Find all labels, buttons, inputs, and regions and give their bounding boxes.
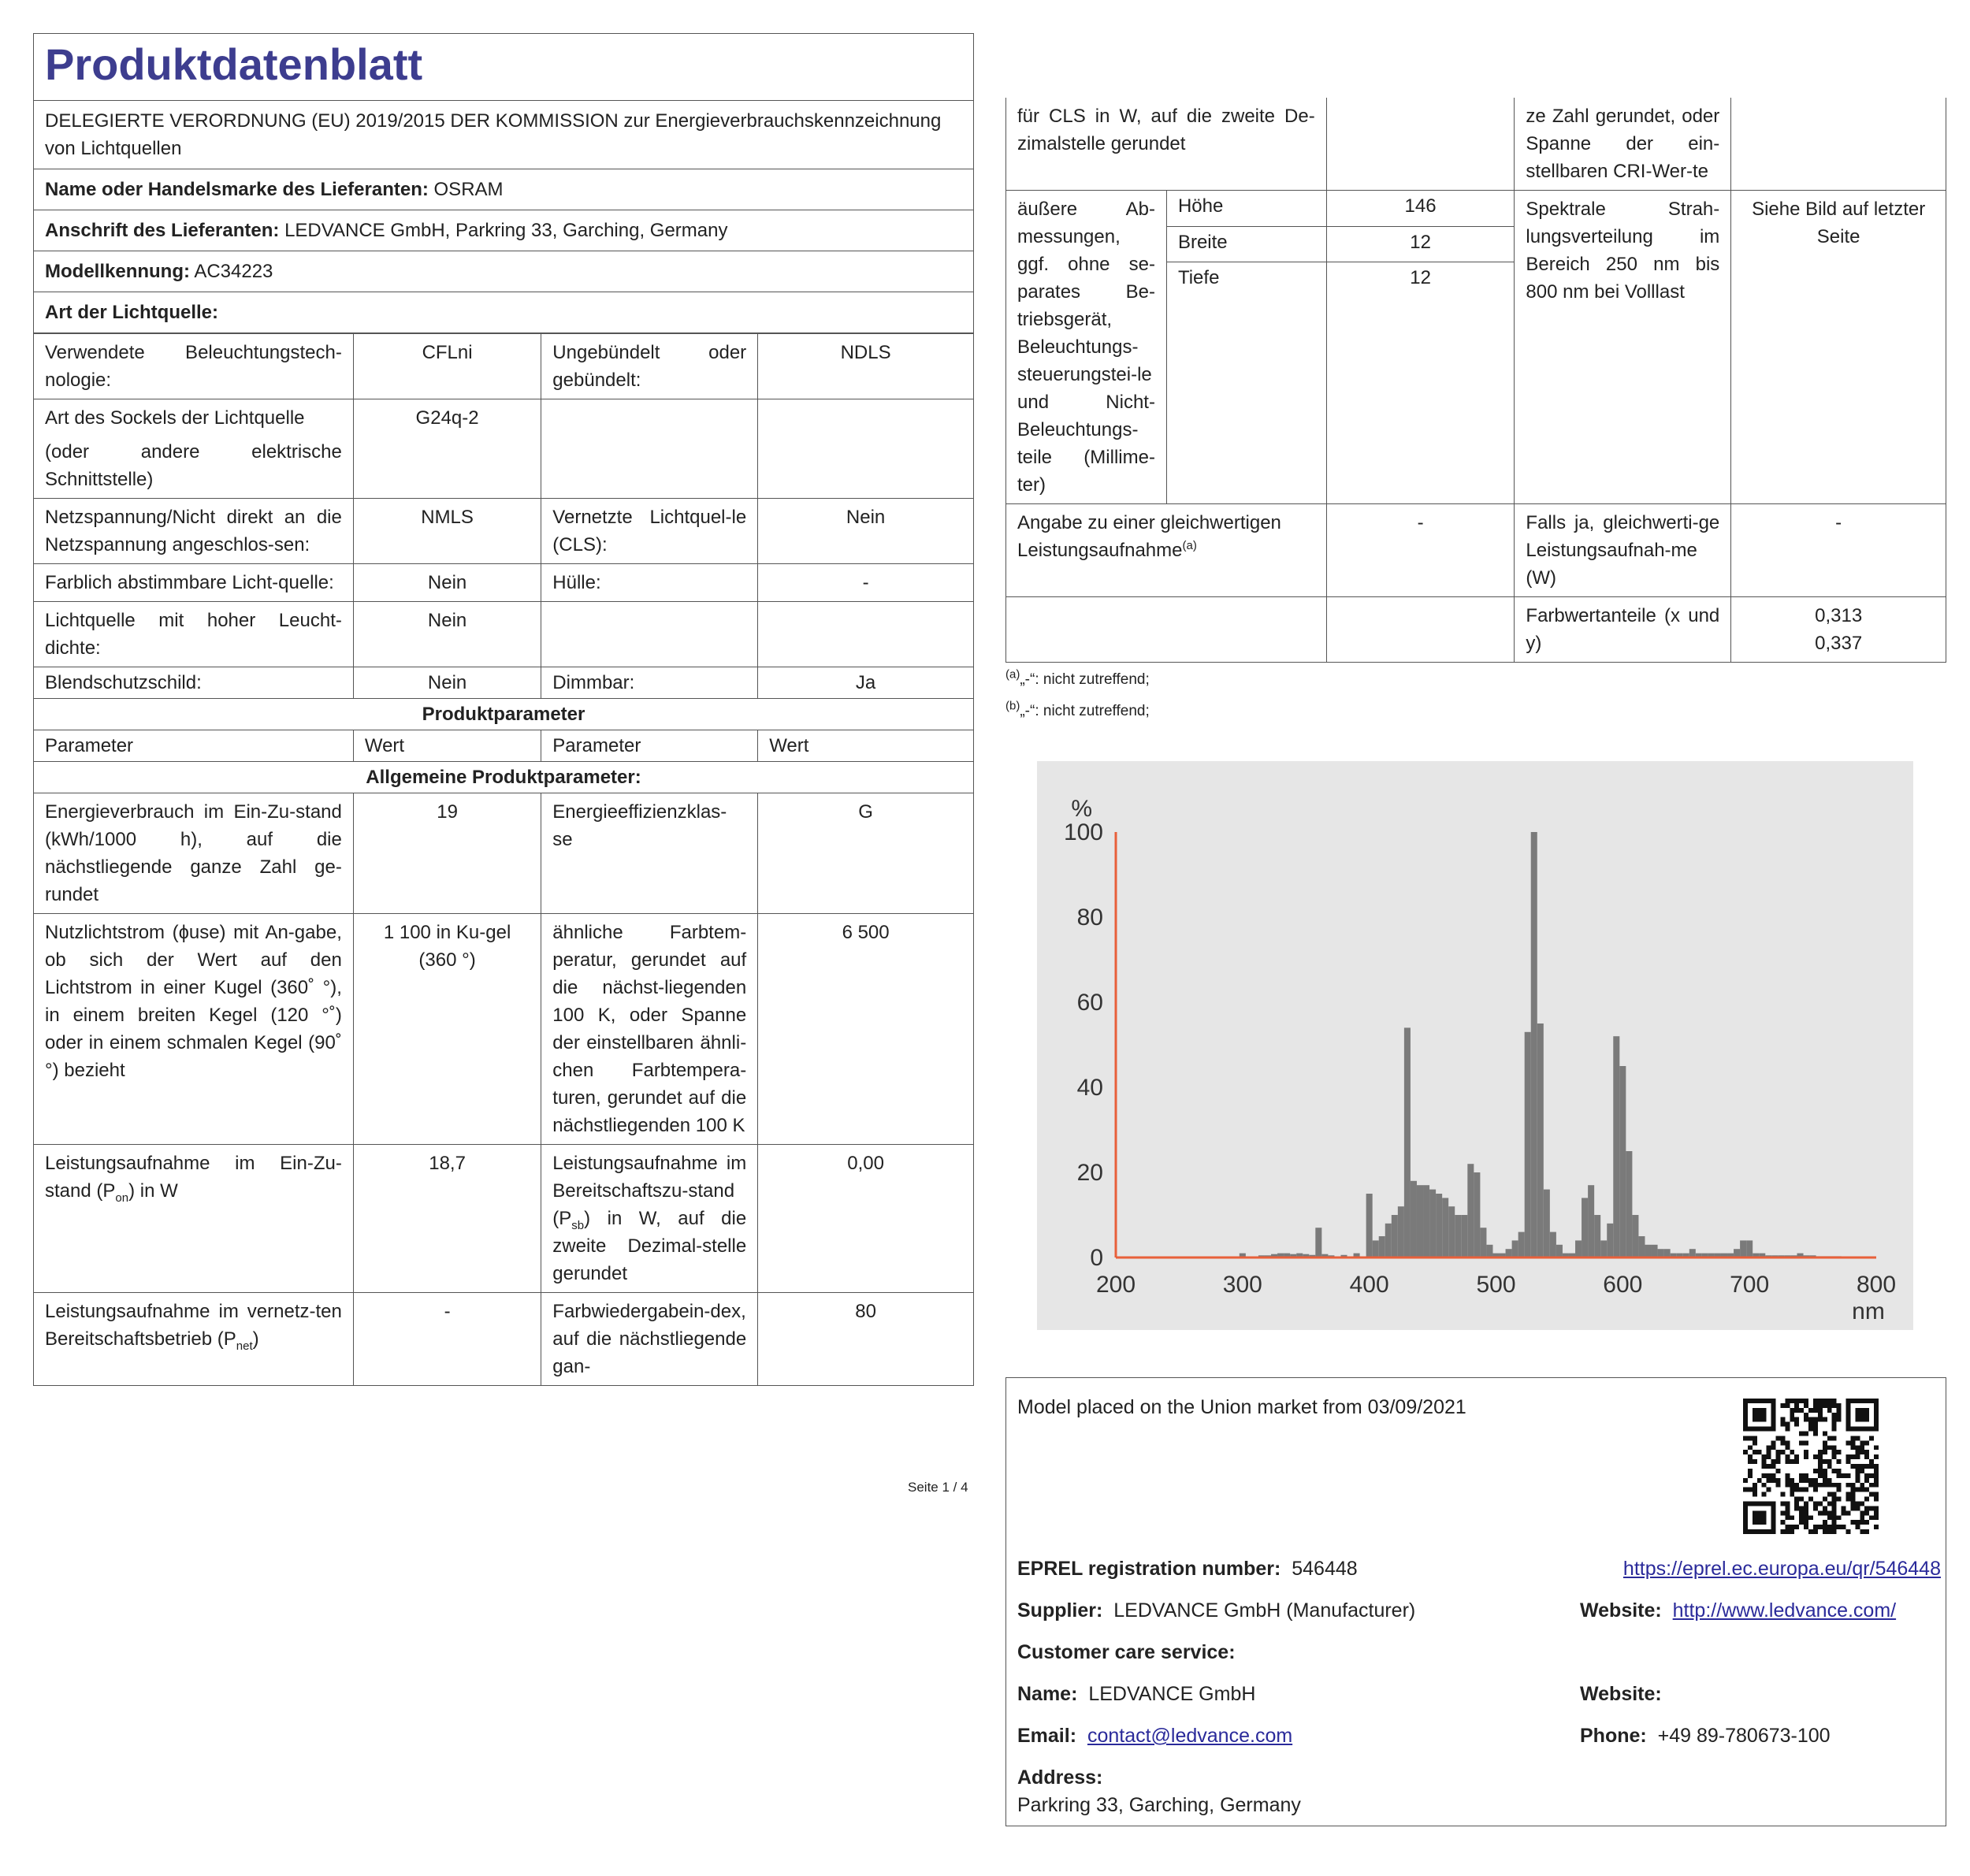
col-header-value: Wert [758,730,973,762]
spectrum-bar [1480,1228,1486,1257]
x-tick-label: 300 [1222,1272,1262,1298]
spectrum-bar [1588,1185,1594,1257]
pon-label-text: Leistungsaufnahme im Ein-Zu-stand (P [45,1153,342,1202]
spectrum-bar [1575,1240,1582,1257]
cap-label [34,399,353,499]
height-label: Höhe [1166,191,1326,227]
glare-value: Nein [353,667,541,699]
spectral-label: Spektrale Strah-lungsverteilung im Bereich 250 nm bis 800 nm bei Volllast [1515,191,1731,504]
pon-label [34,1145,353,1293]
tunable-label: Farblich abstimmbare Licht-quelle: [34,564,353,602]
tech-label: Verwendete Beleuchtungstech-nologie: [34,334,353,399]
spectrum-bar [1474,1172,1480,1257]
y-tick-label: 60 [1076,990,1103,1016]
pnet-label [34,1293,353,1386]
spectrum-bar [1429,1190,1436,1257]
footnote-a [1005,664,1946,696]
y-axis-label: % [1071,796,1092,822]
spectrum-bar [1525,1032,1531,1257]
phone-label: Phone: [1580,1725,1647,1747]
light-source-type-heading: Art der Lichtquelle: [34,292,973,333]
bundled-value: NDLS [758,334,973,399]
if-yes-value: - [1731,504,1946,597]
name-label: Name: [1017,1683,1078,1705]
model-value: AC34223 [194,261,273,282]
chromaticity-y: 0,337 [1815,633,1863,654]
pon-label-unit: ) in W [128,1180,178,1202]
spectrum-bar [1404,1027,1411,1257]
tech-value: CFLni [353,334,541,399]
dimmable-label: Dimmbar: [541,667,758,699]
parameters-table [34,333,973,1385]
spectrum-bar [1417,1185,1423,1257]
website-link[interactable]: http://www.ledvance.com/ [1672,1599,1897,1622]
spectrum-bar [1537,1023,1544,1257]
spectrum-bar [1638,1236,1645,1257]
tunable-value: Nein [353,564,541,602]
equiv-value: - [1326,504,1515,597]
spectrum-bar [1689,1249,1696,1257]
spectrum-bar [1619,1066,1626,1257]
address-row [34,210,973,251]
website2-label: Website: [1580,1683,1662,1705]
table-row [34,762,973,793]
spectrum-bar [1645,1245,1651,1257]
eprel-row [1017,1555,1358,1583]
table-row [34,914,973,1145]
spectrum-bar [1392,1215,1398,1257]
table-row [34,667,973,699]
x-tick-label: 700 [1730,1272,1770,1298]
spectrum-bar [1398,1206,1404,1257]
regulation-text: DELEGIERTE VERORDNUNG (EU) 2019/2015 DER KOMMISSION zur Energieverbrauchskennzeichnung von Lichtquellen [34,101,973,169]
pnet-label-unit: ) [252,1328,259,1350]
flux-value: 1 100 in Ku-gel (360 °) [353,914,541,1145]
supplier-row [34,169,973,210]
empty-cell [758,399,973,499]
y-tick-label: 20 [1076,1160,1103,1186]
dimensions-label: äußere Ab-messungen, ggf. ohne se-parates Be-triebsgerät, Beleuchtungs-steuerungstei-le und Nicht-Beleuchtungs-teile (Millime-ter) [1006,191,1167,504]
pon-value: 18,7 [353,1145,541,1293]
footnote-a-text: „-“: nicht zutreffend; [1020,671,1150,688]
cct-label: ähnliche Farbtem-peratur, gerundet auf die nächst-liegenden 100 K, oder Spanne der einstellbaren ähnli-chen Farbtempera-turen, gerundet auf die nächstliegenden 100 K [541,914,758,1145]
glare-label: Blendschutzschild: [34,667,353,699]
depth-label: Tiefe [1166,262,1326,504]
model-label: Modellkennung: [45,261,190,282]
supplier-info-box [1005,1377,1946,1826]
spectrum-bar [1544,1190,1550,1257]
table-row [34,602,973,667]
spectrum-bar [1632,1215,1638,1257]
table-row [34,1293,973,1386]
spectrum-bar [1442,1198,1448,1257]
spectrum-bar [1531,832,1537,1257]
spectrum-bar [1613,1036,1619,1257]
footnote-b-text: „-“: nicht zutreffend; [1020,703,1150,719]
flux-label: Nutzlichtstrom (ɸuse) mit An-gabe, ob sich der Wert auf den Lichtstrom in einer Kugel (360˚ °), in einem breiten Kegel (120 °˚) oder in einem schmalen Kegel (90˚ °) bezieht [34,914,353,1145]
cri-label: Farbwiedergabein-dex, auf die nächstliegende gan- [541,1293,758,1386]
spectrum-bar [1746,1240,1753,1257]
table-row [34,1145,973,1293]
spectrum-bar [1652,1245,1658,1257]
x-tick-label: 200 [1095,1272,1136,1298]
x-tick-label: 800 [1856,1272,1897,1298]
table-row [1006,191,1946,227]
spectrum-bar [1467,1164,1474,1257]
y-tick-label: 0 [1090,1245,1103,1271]
chromaticity-x: 0,313 [1815,605,1863,626]
empty-cell [758,602,973,667]
address-label: Anschrift des Lieferanten: [45,220,280,241]
spectral-distribution-chart [1037,761,1913,1330]
empty-cell [1326,98,1515,191]
width-label: Breite [1166,226,1326,262]
email-row [1017,1722,1292,1750]
eprel-label: EPREL registration number: [1017,1558,1281,1580]
supplier-row [1017,1597,1415,1625]
spectrum-bar [1423,1185,1429,1257]
spectrum-bar [1436,1194,1442,1257]
name-row [1017,1681,1255,1708]
email-label: Email: [1017,1725,1077,1747]
spectrum-bar [1550,1232,1556,1257]
supplier-value: OSRAM [433,179,504,200]
col-header-value: Wert [353,730,541,762]
continued-table [1005,98,1946,727]
table-row [1006,504,1946,597]
address-label: Address: [1017,1766,1103,1789]
page-number: Seite 1 / 4 [908,1480,968,1495]
spectrum-bar [1658,1249,1664,1257]
market-date: Model placed on the Union market from 03/09/2021 [1017,1396,1466,1418]
name-value: LEDVANCE GmbH [1088,1683,1256,1705]
spectrum-bar [1607,1224,1613,1257]
spectrum-bar [1734,1249,1740,1257]
pnet-label-text: Leistungsaufnahme im vernetz-ten Bereitschaftsbetrieb (P [45,1301,342,1350]
general-params-heading: Allgemeine Produktparameter: [34,762,973,793]
pon-subscript: on [115,1191,129,1205]
product-datasheet-table [33,33,974,1386]
cont-left-text: für CLS in W, auf die zweite De-zimalstelle gerundet [1006,98,1327,191]
cont-right-text: ze Zahl gerundet, oder Spanne der ein-stellbaren CRI-Wer-te [1515,98,1731,191]
address-value: LEDVANCE GmbH, Parkring 33, Garching, Germany [284,220,728,241]
cap-label-line2: (oder andere elektrische Schnittstelle) [45,441,342,490]
footnote-b-mark: (b) [1005,699,1020,713]
supplier-label: Name oder Handelsmarke des Lieferanten: [45,179,429,200]
footnote-a-mark: (a) [1005,667,1020,682]
spectrum-bar [1664,1249,1671,1257]
spectrum-bar [1594,1215,1600,1257]
chart-svg [1037,761,1913,1330]
spectrum-bar [1448,1206,1455,1257]
table-row [1006,597,1946,663]
empty-cell [541,602,758,667]
psb-subscript: sb [571,1218,585,1232]
table-row [34,334,973,399]
empty-cell [1731,98,1946,191]
class-label: Energieeffizienzklas-se [541,793,758,914]
model-row [34,251,973,292]
customer-care-heading: Customer care service: [1017,1641,1236,1663]
table-row [34,399,973,499]
x-axis-label: nm [1852,1298,1885,1324]
spectrum-bar [1600,1240,1607,1257]
equiv-label-text: Angabe zu einer gleichwertigen Leistungsaufnahme [1017,512,1281,561]
envelope-label: Hülle: [541,564,758,602]
x-tick-label: 400 [1349,1272,1389,1298]
col-header-param: Parameter [34,730,353,762]
spectrum-bar [1626,1151,1632,1257]
high-luminance-label: Lichtquelle mit hoher Leucht-dichte: [34,602,353,667]
high-luminance-value: Nein [353,602,541,667]
psb-value: 0,00 [758,1145,973,1293]
cct-value: 6 500 [758,914,973,1145]
energy-label: Energieverbrauch im Ein-Zu-stand (kWh/1000 h), auf die nächstliegende ganze Zahl ge-rundet [34,793,353,914]
chromaticity-label: Farbwertanteile (x und y) [1515,597,1731,663]
footnote-b [1005,696,1946,727]
empty-cell [1326,597,1515,663]
spectral-value: Siehe Bild auf letzter Seite [1731,191,1946,504]
table-row [34,499,973,564]
website-label: Website: [1580,1599,1662,1622]
table-row [34,730,973,762]
pnet-value: - [353,1293,541,1386]
y-tick-label: 100 [1063,819,1103,845]
spectrum-bar [1379,1236,1385,1257]
col-header-param: Parameter [541,730,758,762]
y-tick-label: 40 [1076,1075,1103,1101]
continued-parameters-table [1005,98,1946,663]
page-title: Produktdatenblatt [34,34,973,101]
table-row [34,699,973,730]
address-value: Parkring 33, Garching, Germany [1017,1794,1301,1816]
empty-cell [541,399,758,499]
spectrum-bar [1506,1249,1512,1257]
spectrum-bar [1455,1215,1461,1257]
spectrum-bar [1518,1232,1525,1257]
equiv-footnote-mark: (a) [1182,539,1197,552]
envelope-value: - [758,564,973,602]
phone-value: +49 89-780673-100 [1657,1725,1831,1747]
connected-label: Vernetzte Lichtquel-le (CLS): [541,499,758,564]
psb-label-text: Leistungsaufnahme im Bereitschaftszu-stand (P [552,1153,747,1229]
x-tick-label: 500 [1476,1272,1516,1298]
spectrum-bar [1385,1224,1392,1257]
depth-value: 12 [1326,262,1515,504]
cri-value: 80 [758,1293,973,1386]
supplier-value: LEDVANCE GmbH (Manufacturer) [1113,1599,1416,1622]
spectrum-bar [1366,1194,1373,1257]
if-yes-label: Falls ja, gleichwerti-ge Leistungsaufnah-me (W) [1515,504,1731,597]
spectrum-bar [1411,1181,1417,1257]
spectrum-bar [1373,1240,1379,1257]
qr-code-icon[interactable] [1743,1399,1879,1534]
table-row [34,564,973,602]
energy-value: 19 [353,793,541,914]
equiv-label [1006,504,1327,597]
supplier-label: Supplier: [1017,1599,1103,1622]
table-row [34,793,973,914]
phone-row [1580,1722,1831,1750]
empty-cell [1006,597,1327,663]
bundled-label: Ungebündelt oder gebündelt: [541,334,758,399]
eprel-link[interactable]: https://eprel.ec.europa.eu/qr/546448 [1622,1558,1941,1580]
eprel-value: 546448 [1292,1558,1358,1580]
table-row [1006,98,1946,191]
mains-value: NMLS [353,499,541,564]
spectrum-bar [1315,1228,1321,1257]
psb-label [541,1145,758,1293]
y-tick-label: 80 [1076,905,1103,931]
website-row [1580,1597,1896,1625]
mains-label: Netzspannung/Nicht direkt an die Netzspannung angeschlos-sen: [34,499,353,564]
pnet-subscript: net [236,1339,253,1353]
spectrum-bar [1740,1240,1746,1257]
width-value: 12 [1326,226,1515,262]
product-params-heading: Produktparameter [34,699,973,730]
psb-label-unit: ) in W, auf die zweite Dezimal-stelle gerundet [552,1208,747,1284]
x-tick-label: 600 [1603,1272,1643,1298]
spectrum-bar [1512,1240,1518,1257]
spectrum-bar [1556,1245,1563,1257]
class-value: G [758,793,973,914]
chromaticity-value [1731,597,1946,663]
spectrum-bar [1486,1245,1492,1257]
connected-value: Nein [758,499,973,564]
spectrum-bar [1582,1198,1588,1257]
dimmable-value: Ja [758,667,973,699]
height-value: 146 [1326,191,1515,227]
spectrum-bar [1461,1215,1467,1257]
cap-label-line1: Art des Sockels der Lichtquelle [45,407,305,429]
cap-value: G24q-2 [353,399,541,499]
email-link[interactable]: contact@ledvance.com [1087,1725,1293,1747]
